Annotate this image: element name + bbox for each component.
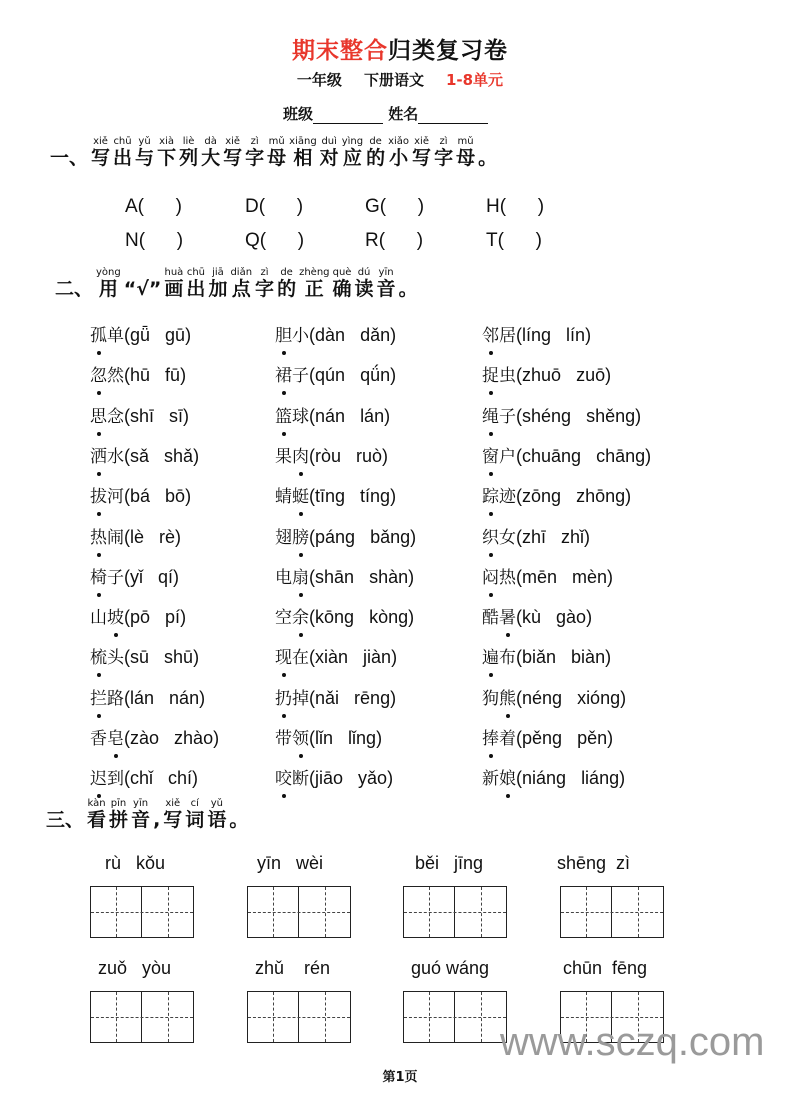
emphasis-dot-icon: [489, 391, 493, 395]
word-char: 捧: [482, 724, 499, 749]
heading-char: huà 画: [164, 267, 184, 300]
letter-answer-field[interactable]: Q( ): [245, 230, 305, 251]
heading-char: cí 词: [185, 798, 205, 831]
word-char: 洒: [90, 442, 107, 467]
word-char: 在: [292, 648, 309, 669]
page-number: 第1页: [382, 1070, 418, 1085]
pinyin-option-b[interactable]: qí: [158, 566, 174, 587]
word-char: 单: [107, 326, 124, 346]
section-number: 三、: [46, 809, 85, 831]
word-choice-item: 篮 球(nán lán): [275, 402, 390, 427]
word-char: 山: [90, 608, 107, 629]
emphasis-dot-icon: [282, 714, 286, 718]
word-char: 膀: [292, 523, 309, 548]
word-choice-item: 山坡 (pō pí): [90, 603, 186, 628]
word-char: 篮: [275, 402, 292, 427]
word-char: 带: [275, 729, 292, 749]
word-char: 热: [499, 567, 516, 588]
emphasis-dot-icon: [489, 512, 493, 516]
pinyin-option-a[interactable]: lè: [130, 526, 145, 547]
word-char: 闷: [482, 563, 499, 588]
word-choice-item: 窗 户(chuāng chāng): [482, 442, 651, 467]
heading-char: diǎn 点: [230, 267, 253, 300]
heading-char: zì 字: [255, 267, 275, 300]
writing-grid[interactable]: [403, 991, 507, 1043]
heading-char: yīn 音: [131, 798, 151, 831]
heading-char: zì 字: [245, 136, 265, 169]
heading-char: 。: [229, 809, 249, 831]
grid-pinyin-label: guó wáng: [411, 958, 490, 978]
pinyin-option-b[interactable]: qǘn: [360, 365, 391, 386]
emphasis-dot-icon: [97, 714, 101, 718]
heading-char: ,: [153, 809, 161, 831]
writing-grid[interactable]: [90, 991, 194, 1043]
pinyin-option-b[interactable]: lín: [566, 325, 586, 345]
word-char: 到: [107, 769, 124, 790]
letter-answer-field[interactable]: T( ): [486, 230, 542, 251]
pinyin-option-b[interactable]: zhōng: [576, 486, 626, 507]
word-choice-item: 孤 单(gǖ gū): [90, 321, 191, 346]
pinyin-option-a[interactable]: sǎ: [130, 445, 150, 466]
letter-answer-field[interactable]: G( ): [365, 196, 425, 217]
pinyin-option-b[interactable]: zhǐ: [561, 526, 585, 547]
word-char: 娘: [499, 764, 516, 789]
word-char: 余: [292, 603, 309, 628]
writing-grid[interactable]: [560, 886, 664, 938]
pinyin-option-a[interactable]: nán: [315, 405, 346, 426]
word-choice-item: 扔 掉(nǎi rēng): [275, 684, 396, 709]
word-char: 绳: [482, 402, 499, 427]
heading-char: 。: [398, 278, 418, 300]
heading-char: xiě 写: [412, 136, 432, 169]
emphasis-dot-icon: [506, 714, 510, 718]
heading-char: yòng 用: [96, 267, 121, 300]
writing-grid[interactable]: [90, 886, 194, 938]
pinyin-option-a[interactable]: zōng: [522, 486, 562, 507]
grid-pinyin-label: rù kǒu: [105, 853, 166, 873]
writing-grid[interactable]: [247, 886, 351, 938]
heading-char: de 的: [277, 267, 297, 300]
word-choice-item: 邻 居(líng lín): [482, 321, 591, 346]
letter-answer-field[interactable]: R( ): [365, 230, 424, 251]
word-char: 小: [292, 326, 309, 346]
emphasis-dot-icon: [299, 593, 303, 597]
pinyin-option-b[interactable]: gào: [556, 607, 587, 628]
word-char: 断: [292, 769, 309, 790]
emphasis-dot-icon: [299, 472, 303, 476]
heading-char: de 的: [366, 136, 386, 169]
pinyin-option-a[interactable]: tīng: [315, 486, 346, 507]
pinyin-option-b[interactable]: zhào: [174, 728, 214, 748]
emphasis-dot-icon: [299, 553, 303, 557]
pinyin-option-a[interactable]: mēn: [522, 566, 558, 587]
emphasis-dot-icon: [489, 351, 493, 355]
word-choice-item: 新娘 (niáng liáng): [482, 764, 625, 789]
title-black-part: 归类复习卷: [388, 38, 508, 64]
word-char: 坡: [107, 603, 124, 628]
word-choice-item: 洒 水(sǎ shǎ): [90, 442, 199, 467]
pinyin-option-b[interactable]: chāng: [596, 445, 646, 466]
emphasis-dot-icon: [299, 512, 303, 516]
pinyin-option-a[interactable]: pěng: [522, 728, 563, 748]
word-char: 热: [90, 523, 107, 548]
word-char: 球: [292, 406, 309, 427]
heading-char: yìng 应: [341, 136, 364, 169]
word-char: 虫: [499, 366, 516, 387]
pinyin-option-a[interactable]: zào: [130, 728, 160, 748]
word-choice-item: 拦 路(lán nán): [90, 684, 205, 709]
word-char: 河: [107, 487, 124, 508]
pinyin-option-a[interactable]: kù: [522, 607, 542, 628]
heading-char: dú 读: [354, 267, 374, 300]
word-char: 遍: [482, 643, 499, 668]
heading-char: 。: [478, 147, 498, 169]
word-choice-item: 织 女(zhī zhǐ): [482, 523, 590, 548]
pinyin-option-b[interactable]: rēng: [354, 687, 391, 708]
word-choice-item: 遍 布(biǎn biàn): [482, 643, 611, 668]
emphasis-dot-icon: [97, 673, 101, 677]
grid-pinyin-label: chūn fēng: [563, 958, 648, 978]
pinyin-option-a[interactable]: líng: [522, 325, 552, 345]
watermark: www.sczq.com: [500, 1020, 765, 1064]
emphasis-dot-icon: [299, 754, 303, 758]
heading-char: zì 字: [434, 136, 454, 169]
heading-char: xiě 写: [163, 798, 183, 831]
pinyin-option-a[interactable]: néng: [522, 687, 563, 708]
pinyin-option-a[interactable]: chuāng: [522, 445, 582, 466]
pinyin-option-a[interactable]: niáng: [522, 768, 567, 789]
pinyin-option-a[interactable]: chǐ: [130, 768, 154, 789]
pinyin-option-b[interactable]: dǎn: [360, 325, 391, 345]
emphasis-dot-icon: [97, 512, 101, 516]
letter-answer-field[interactable]: N( ): [125, 230, 184, 251]
grid-pinyin-label: yīn wèi: [257, 853, 324, 873]
word-char: 领: [292, 724, 309, 749]
word-choice-item: 电扇 (shān shàn): [275, 563, 414, 588]
word-char: 念: [107, 406, 124, 427]
word-char: 子: [292, 366, 309, 387]
pinyin-option-b[interactable]: bō: [165, 486, 186, 507]
word-char: 熊: [499, 684, 516, 709]
word-choice-item: 踪 迹(zōng zhōng): [482, 482, 631, 507]
pinyin-option-b[interactable]: shàn: [369, 566, 409, 587]
pinyin-option-b[interactable]: liáng: [581, 768, 620, 789]
emphasis-dot-icon: [489, 593, 493, 597]
section2-heading: [55, 267, 418, 300]
heading-char: jiā 加: [208, 267, 228, 300]
class-blank[interactable]: [313, 109, 383, 124]
word-char: 忽: [90, 361, 107, 386]
heading-char: kàn 看: [87, 798, 107, 831]
word-choice-item: 绳 子(shéng shěng): [482, 402, 641, 427]
pinyin-option-a[interactable]: yǐ: [130, 566, 143, 587]
book-label: 下册语文: [363, 71, 424, 89]
heading-char: mǔ 母: [267, 136, 287, 169]
pinyin-option-b[interactable]: chí: [168, 768, 193, 789]
emphasis-dot-icon: [282, 432, 286, 436]
pinyin-option-a[interactable]: jiāo: [315, 768, 344, 789]
emphasis-dot-icon: [489, 553, 493, 557]
heading-char: mǔ 母: [456, 136, 476, 169]
word-choice-item: 胆 小(dàn dǎn): [275, 321, 396, 346]
pinyin-option-a[interactable]: nǎi: [315, 687, 340, 708]
pinyin-option-a[interactable]: zhuō: [522, 365, 562, 386]
word-char: 踪: [482, 482, 499, 507]
pinyin-option-b[interactable]: lǐng: [348, 728, 377, 748]
heading-char: zhèng 正: [299, 267, 330, 300]
pinyin-option-b[interactable]: biàn: [571, 647, 606, 668]
word-choice-item: 狗熊 (néng xióng): [482, 684, 626, 709]
emphasis-dot-icon: [97, 472, 101, 476]
word-char: 布: [499, 648, 516, 669]
heading-char: xiě 写: [223, 136, 243, 169]
pinyin-option-b[interactable]: pí: [165, 607, 181, 628]
word-char: 织: [482, 523, 499, 548]
word-char: 头: [107, 648, 124, 669]
emphasis-dot-icon: [97, 553, 101, 557]
emphasis-dot-icon: [114, 754, 118, 758]
emphasis-dot-icon: [97, 391, 101, 395]
word-char: 窗: [482, 442, 499, 467]
heading-char: yǔ 语: [207, 798, 227, 831]
title-red-part: 期末整合: [292, 38, 388, 64]
word-choice-item: 带领 (lǐn lǐng): [275, 724, 382, 749]
heading-char: dà 大: [201, 136, 221, 169]
pinyin-option-a[interactable]: hū: [130, 365, 151, 386]
pinyin-option-a[interactable]: ròu: [315, 445, 342, 466]
section3-heading: [46, 798, 248, 831]
pinyin-option-b[interactable]: tíng: [360, 486, 391, 507]
word-choice-item: 迟 到(chǐ chí): [90, 764, 198, 789]
word-char: 新: [482, 769, 499, 790]
grid-pinyin-label: zuǒ yòu: [98, 958, 172, 978]
word-char: 蜓: [292, 482, 309, 507]
pinyin-option-a[interactable]: qún: [315, 365, 346, 386]
pinyin-option-b[interactable]: sī: [169, 405, 184, 426]
word-char: 狗: [482, 688, 499, 709]
pinyin-option-a[interactable]: kōng: [315, 607, 355, 628]
word-choice-item: 思 念(shī sī): [90, 402, 189, 427]
word-char: 捉: [482, 361, 499, 386]
word-char: 空: [275, 608, 292, 629]
heading-char: xià 下: [157, 136, 177, 169]
word-char: 女: [499, 527, 516, 548]
word-char: 路: [107, 688, 124, 709]
word-char: 暑: [499, 603, 516, 628]
word-char: 户: [499, 446, 516, 467]
pinyin-option-a[interactable]: pō: [130, 607, 151, 628]
pinyin-option-b[interactable]: nán: [169, 687, 200, 708]
pinyin-option-b[interactable]: yǎo: [358, 768, 388, 789]
word-choice-item: 梳 头(sū shū): [90, 643, 199, 668]
word-choice-item: 咬 断(jiāo yǎo): [275, 764, 393, 789]
pinyin-option-b[interactable]: gū: [165, 325, 186, 345]
word-choice-item: 裙 子(qún qǘn): [275, 361, 396, 386]
heading-char: xiǎo 小: [388, 136, 410, 169]
pinyin-option-b[interactable]: shěng: [586, 405, 636, 426]
word-choice-item: 酷暑 (kù gào): [482, 603, 592, 628]
section-number: 一、: [50, 147, 89, 169]
word-char: 扇: [292, 563, 309, 588]
word-char: 皂: [107, 724, 124, 749]
pinyin-option-b[interactable]: bǎng: [370, 526, 411, 547]
heading-char: què 确: [332, 267, 352, 300]
pinyin-option-a[interactable]: shī: [130, 405, 155, 426]
word-char: 翅: [275, 527, 292, 548]
pinyin-option-a[interactable]: sū: [130, 647, 150, 668]
pinyin-option-a[interactable]: bá: [130, 486, 151, 507]
heading-char: duì 对: [319, 136, 339, 169]
pinyin-option-a[interactable]: lǐn: [315, 728, 334, 748]
heading-char: chū 出: [113, 136, 133, 169]
letter-answer-field[interactable]: D( ): [245, 196, 304, 217]
pinyin-option-b[interactable]: ruò: [356, 445, 383, 466]
letter-answer-field[interactable]: H( ): [486, 196, 545, 217]
word-char: 孤: [90, 321, 107, 346]
grade-label: 一年级: [296, 71, 342, 89]
word-char: 酷: [482, 608, 499, 629]
class-label: 班级: [283, 105, 314, 123]
word-char: 思: [90, 402, 107, 427]
emphasis-dot-icon: [506, 633, 510, 637]
word-choice-item: 捉 虫(zhuō zuō): [482, 361, 611, 386]
emphasis-dot-icon: [97, 593, 101, 597]
pinyin-option-a[interactable]: dàn: [315, 325, 346, 345]
word-choice-item: 香皂 (zào zhào): [90, 724, 219, 749]
emphasis-dot-icon: [282, 391, 286, 395]
word-choice-item: 现 在(xiàn jiàn): [275, 643, 397, 668]
word-char: 迹: [499, 487, 516, 508]
pinyin-option-b[interactable]: mèn: [572, 566, 608, 587]
word-char: 子: [107, 567, 124, 588]
pinyin-option-a[interactable]: shān: [315, 566, 355, 587]
word-choice-item: 蜻蜓 (tīng tíng): [275, 482, 396, 507]
word-char: 邻: [482, 321, 499, 346]
letter-answer-field[interactable]: A( ): [125, 196, 182, 217]
word-choice-item: 捧 着(pěng pěn): [482, 724, 613, 749]
heading-char: pīn 拼: [109, 798, 129, 831]
writing-grid[interactable]: [247, 991, 351, 1043]
emphasis-dot-icon: [114, 633, 118, 637]
word-char: 居: [499, 326, 516, 346]
word-char: 水: [107, 446, 124, 467]
word-choice-item: 热 闹(lè rè): [90, 523, 181, 548]
page-title: [0, 32, 800, 65]
word-choice-item: 翅膀 (páng bǎng): [275, 523, 416, 548]
heading-char: xiě 写: [91, 136, 111, 169]
pinyin-option-b[interactable]: shǎ: [164, 445, 194, 466]
section1-heading: [50, 136, 497, 169]
pinyin-option-a[interactable]: xiàn: [315, 647, 349, 668]
grid-pinyin-label: běi jīng: [415, 853, 484, 873]
emphasis-dot-icon: [282, 673, 286, 677]
word-char: 拔: [90, 482, 107, 507]
emphasis-dot-icon: [97, 351, 101, 355]
word-choice-item: 忽 然(hū fū): [90, 361, 186, 386]
emphasis-dot-icon: [489, 472, 493, 476]
subtitle: [0, 69, 800, 90]
word-char: 裙: [275, 361, 292, 386]
pinyin-option-a[interactable]: lán: [130, 687, 155, 708]
pinyin-option-b[interactable]: zuō: [576, 365, 606, 386]
word-choice-item: 果肉 (ròu ruò): [275, 442, 388, 467]
emphasis-dot-icon: [299, 633, 303, 637]
pinyin-option-a[interactable]: páng: [315, 526, 356, 547]
pinyin-option-a[interactable]: shéng: [522, 405, 572, 426]
pinyin-option-a[interactable]: gǖ: [130, 325, 151, 345]
word-char: 香: [90, 729, 107, 749]
word-char: 电: [275, 567, 292, 588]
heading-char: chū 出: [186, 267, 206, 300]
writing-grid[interactable]: [403, 886, 507, 938]
emphasis-dot-icon: [506, 794, 510, 798]
word-choice-item: 椅 子(yǐ qí): [90, 563, 179, 588]
heading-char: yǔ 与: [135, 136, 155, 169]
word-char: 梳: [90, 643, 107, 668]
emphasis-dot-icon: [489, 754, 493, 758]
heading-char: liè 列: [179, 136, 199, 169]
pinyin-option-b[interactable]: lán: [360, 405, 385, 426]
word-char: 掉: [292, 688, 309, 709]
word-choice-item: 空余 (kōng kòng): [275, 603, 414, 628]
word-char: 蜻: [275, 487, 292, 508]
pinyin-option-b[interactable]: xióng: [577, 687, 621, 708]
name-label: 姓名: [388, 105, 419, 123]
word-char: 胆: [275, 321, 292, 346]
word-char: 迟: [90, 764, 107, 789]
section-number: 二、: [55, 278, 94, 300]
heading-char: “√”: [123, 278, 162, 300]
heading-char: yīn 音: [376, 267, 396, 300]
grid-pinyin-label: zhǔ rén: [255, 958, 331, 978]
word-char: 现: [275, 643, 292, 668]
word-char: 拦: [90, 684, 107, 709]
emphasis-dot-icon: [97, 432, 101, 436]
emphasis-dot-icon: [489, 432, 493, 436]
word-choice-item: 闷 热(mēn mèn): [482, 563, 613, 588]
word-char: 咬: [275, 764, 292, 789]
word-char: 肉: [292, 442, 309, 467]
units-label: 1-8单元: [445, 71, 504, 89]
word-char: 果: [275, 446, 292, 467]
pinyin-option-b[interactable]: kòng: [369, 607, 409, 628]
pinyin-option-b[interactable]: fū: [165, 365, 181, 386]
pinyin-option-b[interactable]: rè: [159, 526, 176, 547]
class-name-fields: [283, 103, 488, 124]
word-char: 扔: [275, 684, 292, 709]
word-choice-item: 拔 河(bá bō): [90, 482, 191, 507]
pinyin-option-a[interactable]: biǎn: [522, 647, 557, 668]
emphasis-dot-icon: [282, 794, 286, 798]
heading-char: xiāng 相: [289, 136, 317, 169]
pinyin-option-b[interactable]: pěn: [577, 728, 608, 748]
word-char: 然: [107, 366, 124, 387]
emphasis-dot-icon: [282, 351, 286, 355]
grid-pinyin-label: shēng zì: [557, 853, 631, 873]
word-char: 子: [499, 406, 516, 427]
name-blank[interactable]: [418, 109, 488, 124]
word-char: 着: [499, 729, 516, 749]
emphasis-dot-icon: [489, 673, 493, 677]
pinyin-option-b[interactable]: jiàn: [363, 647, 392, 668]
pinyin-option-a[interactable]: zhī: [522, 526, 547, 547]
word-char: 闹: [107, 527, 124, 548]
word-char: 椅: [90, 563, 107, 588]
pinyin-option-b[interactable]: shū: [164, 647, 194, 668]
